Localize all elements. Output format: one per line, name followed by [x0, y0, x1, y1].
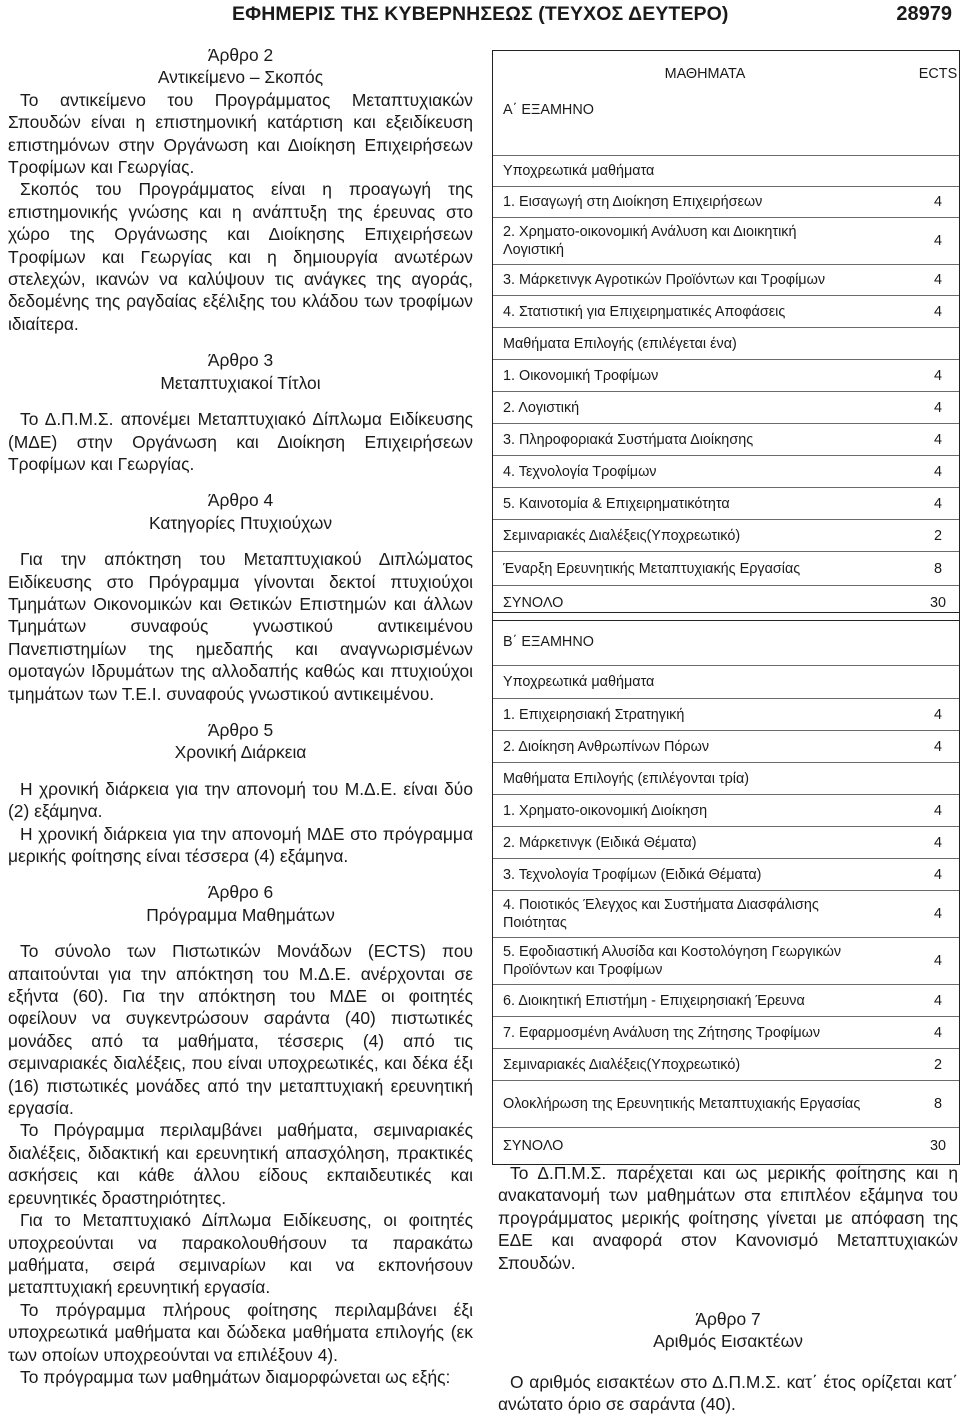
course-ects: 4 — [933, 866, 942, 883]
article-2-paragraph: Το αντικείμενο του Προγράμματος Μεταπτυχιακών Σπουδών είναι η επιστημονική κατάρτιση και εξειδίκευση επιστημόνων στην Οργάνωση και Διοίκηση Επιχειρήσεων Τροφίμων και Γεωργίας. — [8, 89, 473, 178]
table-row — [493, 1017, 959, 1049]
table-total-row — [493, 1128, 959, 1164]
page-number: 28979 — [896, 3, 952, 25]
course-name: 4. Τεχνολογία Τροφίμων — [503, 463, 657, 480]
semester-a-label: Α΄ ΕΞΑΜΗΝΟ — [503, 102, 594, 118]
table-row — [493, 360, 959, 392]
course-name: 5. Καινοτομία & Επιχειρηματικότητα — [503, 495, 730, 512]
course-ects: 4 — [933, 495, 942, 512]
course-name: Έναρξη Ερευνητικής Μεταπτυχιακής Εργασίας — [503, 560, 801, 577]
part-time-paragraph: Το Δ.Π.Μ.Σ. παρέχεται και ως μερικής φοίτησης και η ανακατανομή των μαθημάτων στα επιπλέον εξάμηνα του προγράμματος μερικής φοίτησης γίνεται με απόφαση της ΕΔΕ και αναφορά στον Κανονισμό Μεταπτυχιακών Σπουδών. — [498, 1163, 958, 1273]
article-4-title: Άρθρο 4 — [207, 490, 274, 511]
table-row — [493, 666, 959, 699]
article-3-paragraph: Το Δ.Π.Μ.Σ. απονέμει Μεταπτυχιακό Δίπλωμα Ειδίκευσης (ΜΔΕ) στην Οργάνωση και Διοίκηση Επιχειρήσεων Τροφίμων και Γεωργίας. — [8, 409, 473, 474]
table-row — [493, 296, 959, 328]
course-name: 4. Στατιστική για Επιχειρηματικές Αποφάσεις — [503, 303, 786, 320]
right-column-text — [498, 1162, 958, 1416]
table-row — [493, 328, 959, 360]
semester-b-label: Β΄ ΕΞΑΜΗΝΟ — [503, 634, 594, 650]
table-header-row — [493, 51, 959, 156]
table-row — [493, 1081, 959, 1128]
table-row — [493, 156, 959, 187]
course-ects: 4 — [933, 738, 942, 755]
course-name: 7. Εφαρμοσμένη Ανάλυση της Ζήτησης Τροφίμων — [503, 1024, 821, 1041]
total-ects: 30 — [929, 1138, 946, 1154]
semester-a-table — [492, 50, 958, 621]
page-header — [0, 0, 960, 32]
course-name: 2. Διοίκηση Ανθρωπίνων Πόρων — [503, 738, 710, 755]
table-row — [493, 218, 959, 265]
course-ects: 4 — [933, 463, 942, 480]
article-6-title: Άρθρο 6 — [207, 882, 274, 903]
course-name: 2. Μάρκετινγκ (Ειδικά Θέματα) — [503, 834, 697, 851]
course-ects: 4 — [933, 953, 942, 969]
article-3-title: Άρθρο 3 — [207, 350, 274, 371]
semester-b-table — [492, 612, 958, 1165]
table-row — [493, 795, 959, 827]
article-4-subtitle: Κατηγορίες Πτυχιούχων — [148, 512, 333, 533]
course-name: 3. Τεχνολογία Τροφίμων (Ειδικά Θέματα) — [503, 866, 762, 883]
table-row — [493, 187, 959, 218]
course-name: 1. Χρηματο-οικονομική Διοίκηση — [503, 802, 708, 819]
article-2-subtitle: Αντικείμενο – Σκοπός — [157, 67, 324, 88]
courses-column-header: ΜΑΘΗΜΑΤΑ — [664, 66, 746, 82]
article-5-title: Άρθρο 5 — [207, 719, 274, 740]
total-label: ΣΥΝΟΛΟ — [503, 595, 564, 611]
table-row — [493, 456, 959, 488]
article-3-subtitle: Μεταπτυχιακοί Τίτλοι — [160, 372, 321, 393]
course-name: 2. Λογιστική — [503, 399, 580, 416]
course-name: 3. Πληροφοριακά Συστήματα Διοίκησης — [503, 431, 754, 448]
article-2-paragraph: Σκοπός του Προγράμματος είναι η προαγωγή της επιστημονικής γνώσης και η ανάπτυξη της έρευνας στο χώρο της Οργάνωσης και Διοίκησης Επιχειρήσεων Τροφίμων και Γεωργίας και η δημιουργία ανωτέρων στελεχών, ικανών να καλύψουν τις ανάγκες της αγοράς, δεδομένης της ραγδαίας εξέλιξης του κλάδου των τροφίμων ιδιαίτερα. — [8, 179, 473, 334]
course-name: 1. Επιχειρησιακή Στρατηγική — [503, 706, 685, 723]
table-row — [493, 424, 959, 456]
total-label: ΣΥΝΟΛΟ — [503, 1138, 564, 1154]
article-5-paragraph: Η χρονική διάρκεια για την απονομή του Μ.Δ.Ε. είναι δύο (2) εξάμηνα. — [8, 778, 473, 822]
table-row — [493, 265, 959, 296]
course-ects: 4 — [933, 906, 942, 922]
article-6-paragraph: Το πρόγραμμα πλήρους φοίτησης περιλαμβάνει έξι υποχρεωτικά μαθήματα και δώδεκα μαθήματα επιλογής (εκ των οποίων υποχρεούνται να επιλέξουν 4). — [8, 1299, 473, 1365]
gazette-title: ΕΦΗΜΕΡΙΣ ΤΗΣ ΚΥΒΕΡΝΗΣΕΩΣ (ΤΕΥΧΟΣ ΔΕΥΤΕΡΟ) — [232, 3, 729, 25]
course-ects: 4 — [933, 834, 942, 851]
course-name: 5. Εφοδιαστική Αλυσίδα και Κοστολόγηση Γεωργικών Προϊόντων και Τροφίμων — [503, 944, 842, 978]
left-column — [8, 44, 473, 1388]
table-row — [493, 985, 959, 1017]
table-row — [493, 859, 959, 891]
course-name: 6. Διοικητική Επιστήμη - Επιχειρησιακή Έρευνα — [503, 992, 805, 1009]
article-5-paragraph: Η χρονική διάρκεια για την απονομή ΜΔΕ στο πρόγραμμα μερικής φοίτησης είναι τέσσερα (4) εξάμηνα. — [8, 823, 473, 866]
course-name: Υποχρεωτικά μαθήματα — [503, 674, 655, 690]
total-ects: 30 — [929, 595, 946, 611]
course-ects: 4 — [933, 194, 942, 210]
course-name: Σεμιναριακές Διαλέξεις(Υποχρεωτικό) — [503, 527, 741, 544]
course-name: 2. Χρηματο-οικονομική Ανάλυση και Διοικητική Λογιστική — [503, 224, 797, 258]
course-name: Ολοκλήρωση της Ερευνητικής Μεταπτυχιακής Εργασίας — [503, 1096, 861, 1112]
course-ects: 4 — [933, 399, 942, 416]
article-5-subtitle: Χρονική Διάρκεια — [174, 742, 307, 763]
table-row — [493, 891, 959, 938]
article-2-title: Άρθρο 2 — [207, 45, 274, 65]
course-name: Υποχρεωτικά μαθήματα — [503, 163, 655, 179]
course-ects: 2 — [933, 1056, 942, 1073]
article-7-title: Άρθρο 7 — [695, 1309, 761, 1330]
course-ects: 4 — [933, 272, 942, 288]
course-ects: 8 — [933, 1096, 942, 1112]
course-ects: 4 — [933, 706, 942, 723]
table-row — [493, 827, 959, 859]
course-name: 4. Ποιοτικός Έλεγχος και Συστήματα Διασφάλισης Ποιότητας — [503, 897, 819, 931]
table-row — [493, 520, 959, 552]
article-4-paragraph: Για την απόκτηση του Μεταπτυχιακού Διπλώματος Ειδίκευσης στο Πρόγραμμα γίνονται δεκτοί πτυχιούχοι Τμημάτων Οικονομικών και Θετικών Επιστημών και άλλων Τμημάτων συναφούς γνωστικού αντικειμένου Πανεπιστημίων της ημεδαπής και αναγνωρισμένων ομοταγών Ιδρυμάτων της αλλοδαπής καθώς και πτυχιούχοι τμημάτων των Τ.Ε.Ι. συναφούς γνωστικού αντικειμένου. — [8, 549, 473, 704]
course-name: Μαθήματα Επιλογής (επιλέγεται ένα) — [503, 335, 737, 352]
course-name: Μαθήματα Επιλογής (επιλέγονται τρία) — [503, 770, 750, 787]
article-6-paragraph: Το σύνολο των Πιστωτικών Μονάδων (ECTS) που απαιτούνται για την απόκτηση του Μ.Δ.Ε. ανέρχονται σε εξήντα (60). Για την απόκτηση του ΜΔΕ οι φοιτητές οφείλουν να συγκεντρώσουν σαράντα (40) πιστωτικές μονάδες από τα μαθήματα, τέσσερις (4) από τις σεμιναριακές διαλέξεις, που είναι υποχρεωτικές, και δέκα έξι (16) πιστωτικές μονάδες από την μεταπτυχιακή ερευνητική εργασία. — [8, 941, 473, 1119]
ects-column-header: ECTS — [918, 66, 958, 82]
article-6-paragraph: Το Πρόγραμμα περιλαμβάνει μαθήματα, σεμιναριακές διαλέξεις, διδακτική και ερευνητική απασχόληση, πρακτικές ασκήσεις και κάθε άλλου είδους εκπαιδευτικές και ερευνητικές δραστηριότητες. — [8, 1120, 473, 1208]
article-6-paragraph: Για το Μεταπτυχιακό Δίπλωμα Ειδίκευσης, οι φοιτητές υποχρεούνται να παρακολουθήσουν τα παρακάτω μαθήματα, σειρά σεμιναρίων και να εκπονήσουν μεταπτυχιακή ερευνητική εργασία. — [8, 1210, 473, 1298]
course-ects: 4 — [933, 802, 942, 819]
article-6-subtitle: Πρόγραμμα Μαθημάτων — [146, 904, 335, 925]
course-name: Σεμιναριακές Διαλέξεις(Υποχρεωτικό) — [503, 1056, 741, 1073]
course-ects: 8 — [933, 560, 942, 577]
course-name: 1. Εισαγωγή στη Διοίκηση Επιχειρήσεων — [503, 194, 763, 210]
article-6-paragraph: Το πρόγραμμα των μαθημάτων διαμορφώνεται ως εξής: — [20, 1366, 451, 1387]
course-name: 1. Οικονομική Τροφίμων — [503, 367, 659, 384]
course-name: 3. Μάρκετινγκ Αγροτικών Προϊόντων και Τροφίμων — [503, 272, 826, 288]
course-ects: 4 — [933, 303, 942, 320]
table-row — [493, 763, 959, 795]
article-7-paragraph: Ο αριθμός εισακτέων στο Δ.Π.Μ.Σ. κατ΄ έτος ορίζεται κατ΄ ανώτατο όριο σε σαράντα (40). — [498, 1371, 958, 1415]
table-header-row — [493, 613, 959, 666]
course-ects: 2 — [933, 527, 942, 544]
article-7-subtitle: Αριθμός Εισακτέων — [653, 1331, 803, 1352]
course-ects: 4 — [933, 992, 942, 1009]
course-ects: 4 — [933, 1024, 942, 1041]
table-row — [493, 488, 959, 520]
table-row — [493, 938, 959, 985]
table-row — [493, 731, 959, 763]
table-row — [493, 1049, 959, 1081]
course-ects: 4 — [933, 233, 942, 249]
table-row — [493, 552, 959, 586]
table-row — [493, 699, 959, 731]
table-row — [493, 392, 959, 424]
course-ects: 4 — [933, 367, 942, 384]
course-ects: 4 — [933, 431, 942, 448]
